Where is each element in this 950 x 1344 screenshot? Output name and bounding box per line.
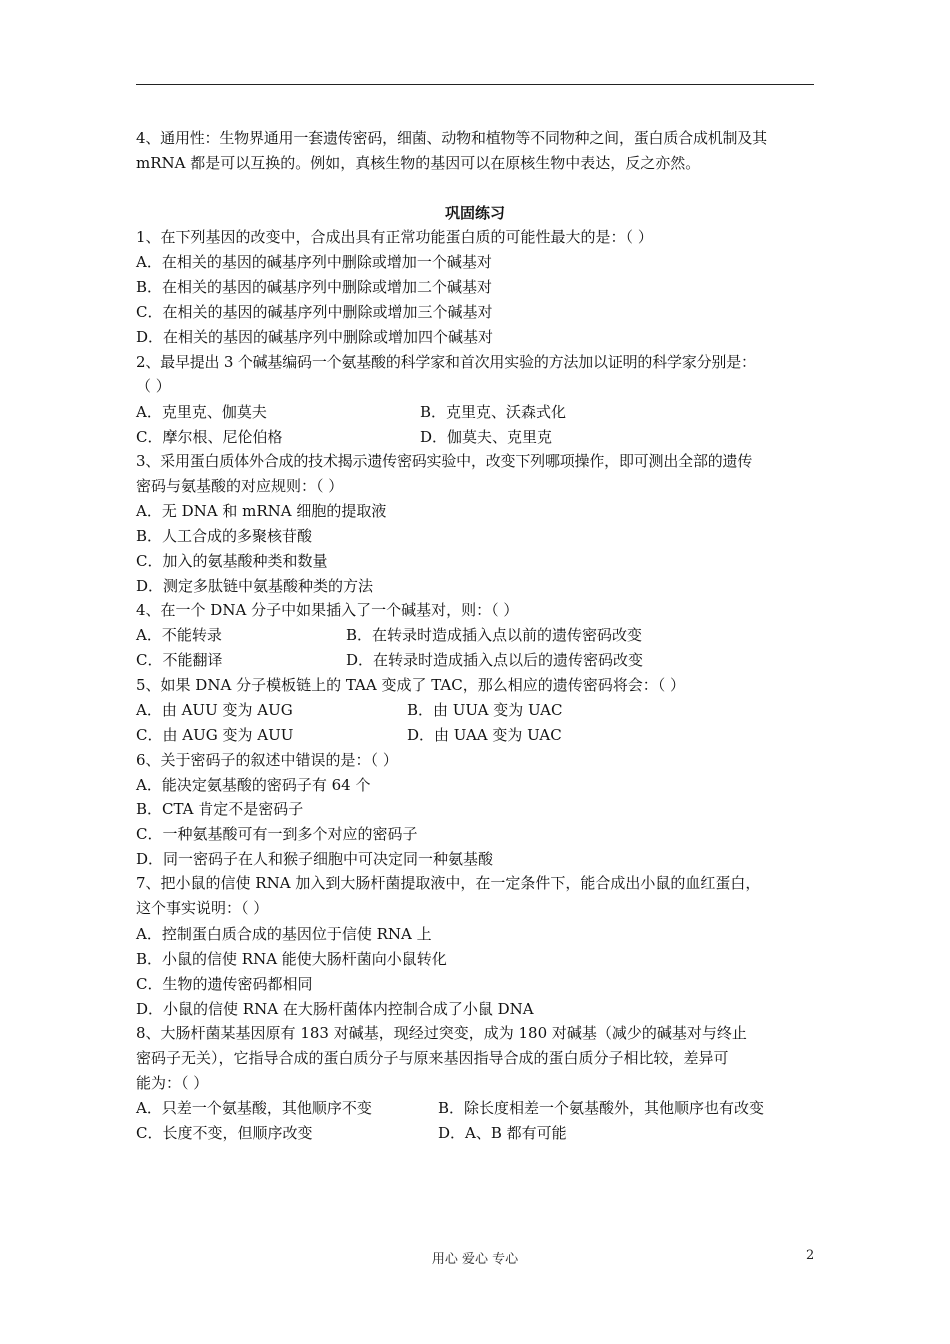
question-5-option-a: A．由 AUU 变为 AUG	[136, 701, 293, 719]
page-number: 2	[806, 1248, 815, 1263]
question-6-option-c: C．一种氨基酸可有一到多个对应的密码子	[136, 825, 418, 843]
question-2-option-b: B．克里克、沃森式化	[420, 403, 567, 421]
intro-line-2: mRNA 都是可以互换的。例如，真核生物的基因可以在原核生物中表达，反之亦然。	[136, 154, 701, 172]
question-6-option-a: A．能决定氨基酸的密码子有 64 个	[136, 776, 371, 794]
question-3-option-c: C．加入的氨基酸种类和数量	[136, 552, 328, 570]
question-2-option-c: C．摩尔根、尼伦伯格	[136, 428, 283, 446]
question-5-option-c: C．由 AUG 变为 AUU	[136, 726, 294, 744]
question-4-option-d: D．在转录时造成插入点以后的遗传密码改变	[346, 651, 644, 669]
question-3-stem: 3、采用蛋白质体外合成的技术揭示遗传密码实验中，改变下列哪项操作，即可测出全部的遗传	[136, 452, 753, 470]
question-5-stem: 5、如果 DNA 分子模板链上的 TAA 变成了 TAC，那么相应的遗传密码将会：（ ）	[136, 676, 685, 694]
question-7-option-c: C．生物的遗传密码都相同	[136, 975, 313, 993]
question-1-option-a: A．在相关的基因的碱基序列中删除或增加一个碱基对	[136, 253, 492, 271]
question-7-option-d: D．小鼠的信使 RNA 在大肠杆菌体内控制合成了小鼠 DNA	[136, 1000, 534, 1018]
question-1-option-c: C．在相关的基因的碱基序列中删除或增加三个碱基对	[136, 303, 493, 321]
question-5-option-b: B．由 UUA 变为 UAC	[407, 701, 563, 719]
intro-line-1: 4、通用性：生物界通用一套遗传密码，细菌、动物和植物等不同物种之间，蛋白质合成机制及其	[136, 129, 767, 147]
question-7-stem-cont: 这个事实说明：（ ）	[136, 899, 269, 917]
question-8-option-a: A．只差一个氨基酸，其他顺序不变	[136, 1099, 372, 1117]
question-1-stem: 1、在下列基因的改变中，合成出具有正常功能蛋白质的可能性最大的是：（ ）	[136, 228, 653, 246]
question-1-option-b: B．在相关的基因的碱基序列中删除或增加二个碱基对	[136, 278, 493, 296]
question-8-stem-cont-2: 能为：（ ）	[136, 1074, 209, 1092]
question-2-option-d: D．伽莫夫、克里克	[420, 428, 553, 446]
question-4-option-b: B．在转录时造成插入点以前的遗传密码改变	[346, 626, 643, 644]
question-3-option-d: D．测定多肽链中氨基酸种类的方法	[136, 577, 374, 595]
question-6-option-d: D．同一密码子在人和猴子细胞中可决定同一种氨基酸	[136, 850, 494, 868]
question-1-option-d: D．在相关的基因的碱基序列中删除或增加四个碱基对	[136, 328, 494, 346]
question-6-stem: 6、关于密码子的叙述中错误的是：（ ）	[136, 751, 398, 769]
header-rule	[136, 84, 814, 85]
question-2-stem: 2、最早提出 3 个碱基编码一个氨基酸的科学家和首次用实验的方法加以证明的科学家分别是：	[136, 353, 756, 371]
section-title: 巩固练习	[444, 204, 505, 222]
question-4-stem: 4、在一个 DNA 分子中如果插入了一个碱基对，则：（ ）	[136, 601, 519, 619]
footer-text: 用心 爱心 专心	[431, 1252, 519, 1267]
question-3-option-b: B．人工合成的多聚核苷酸	[136, 527, 313, 545]
question-8-option-b: B．除长度相差一个氨基酸外，其他顺序也有改变	[438, 1099, 765, 1117]
question-4-option-a: A．不能转录	[136, 626, 222, 644]
question-8-option-d: D．A、B 都有可能	[438, 1124, 567, 1142]
question-7-option-a: A．控制蛋白质合成的基因位于信使 RNA 上	[136, 925, 432, 943]
question-4-option-c: C．不能翻译	[136, 651, 223, 669]
question-8-stem-cont-1: 密码子无关），它指导合成的蛋白质分子与原来基因指导合成的蛋白质分子相比较，差异可	[136, 1049, 729, 1067]
question-7-stem: 7、把小鼠的信使 RNA 加入到大肠杆菌提取液中，在一定条件下，能合成出小鼠的血红蛋白，	[136, 874, 761, 892]
question-3-option-a: A．无 DNA 和 mRNA 细胞的提取液	[136, 502, 387, 520]
question-8-stem: 8、大肠杆菌某基因原有 183 对碱基，现经过突变，成为 180 对碱基（减少的碱基对与终止	[136, 1024, 747, 1042]
question-2-stem-cont: （ ）	[136, 377, 171, 395]
question-7-option-b: B．小鼠的信使 RNA 能使大肠杆菌向小鼠转化	[136, 950, 447, 968]
question-6-option-b: B．CTA 肯定不是密码子	[136, 800, 304, 818]
question-5-option-d: D．由 UAA 变为 UAC	[407, 726, 562, 744]
question-3-stem-cont: 密码与氨基酸的对应规则：（ ）	[136, 477, 344, 495]
question-8-option-c: C．长度不变，但顺序改变	[136, 1124, 313, 1142]
question-2-option-a: A．克里克、伽莫夫	[136, 403, 267, 421]
